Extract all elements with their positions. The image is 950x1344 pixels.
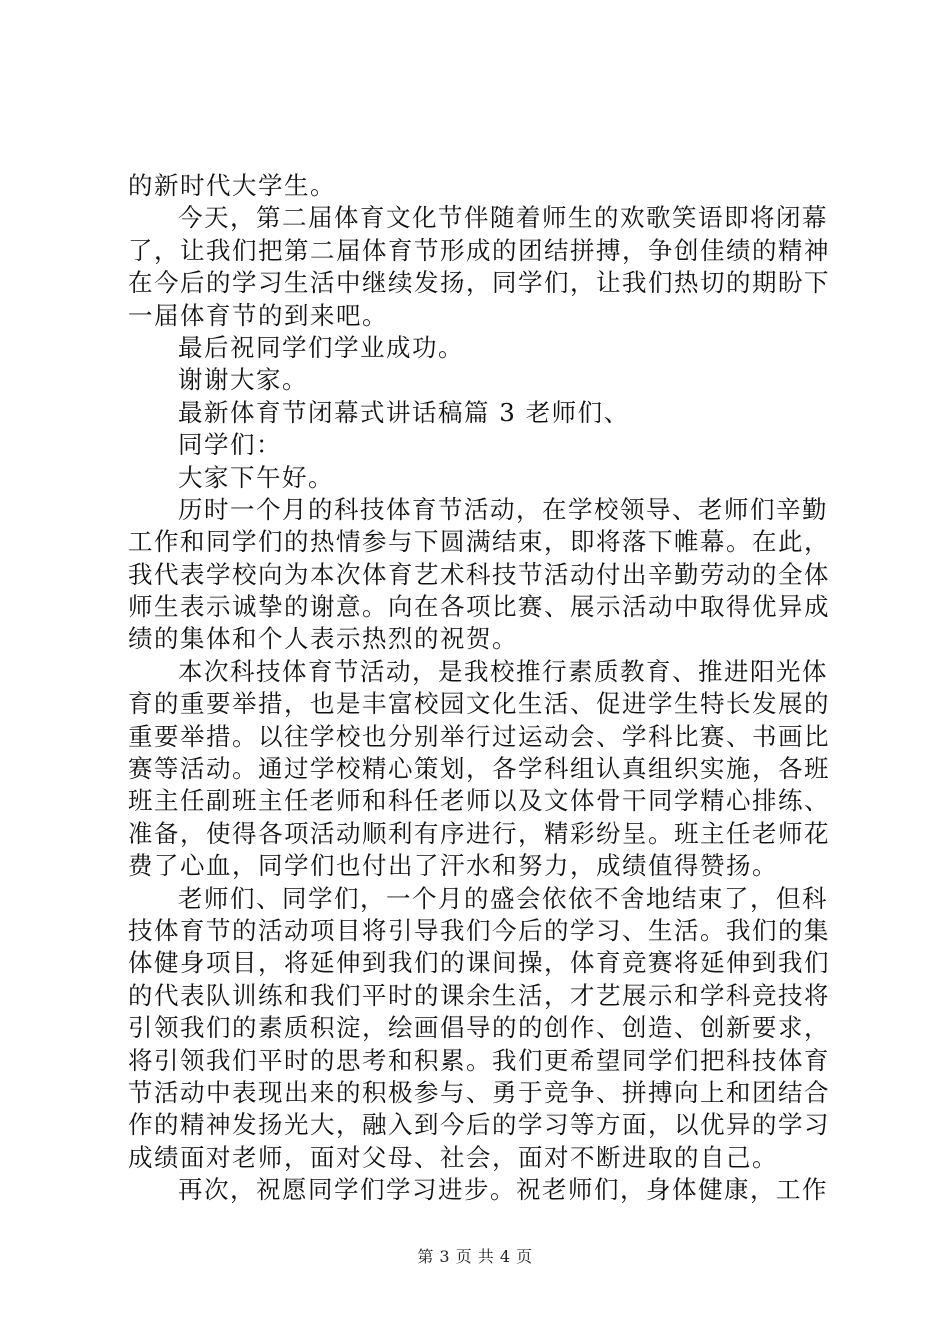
text-line: 成绩面对老师，面对父母、社会，面对不断进取的自己。 [128, 1142, 778, 1172]
text-line: 本次科技体育节活动，是我校推行素质教育、推进阳光体 [178, 656, 828, 686]
text-line: 我代表学校向为本次体育艺术科技节活动付出辛勤劳动的全体 [128, 559, 830, 589]
text-line: 的代表队训练和我们平时的课余生活，才艺展示和学科竞技将 [128, 980, 830, 1010]
text-line: 同学们： [178, 430, 282, 460]
text-line: 体健身项目，将延伸到我们的课间操，体育竞赛将延伸到我们 [128, 948, 830, 978]
body-text [128, 170, 828, 1207]
text-line: 准备，使得各项活动顺利有序进行，精彩纷呈。班主任老师花 [128, 818, 830, 848]
text-line: 老师们、同学们，一个月的盛会依依不舍地结束了，但科 [178, 883, 828, 913]
page-number-footer: 第 3 页 共 4 页 [417, 1247, 533, 1266]
text-line: 大家下午好。 [178, 462, 334, 492]
text-line: 节活动中表现出来的积极参与、勇于竞争、拼搏向上和团结合 [128, 1077, 830, 1107]
text-line: 一届体育节的到来吧。 [128, 300, 388, 330]
text-line: 育的重要举措，也是丰富校园文化生活、促进学生特长发展的 [128, 689, 830, 719]
text-line: 班主任副班主任老师和科任老师以及文体骨干同学精心排练、 [128, 786, 830, 816]
text-line: 引领我们的素质积淀，绘画倡导的的创作、创造、创新要求， [128, 1013, 830, 1043]
text-line: 将引领我们平时的思考和积累。我们更希望同学们把科技体育 [128, 1045, 830, 1075]
text-line: 师生表示诚挚的谢意。向在各项比赛、展示活动中取得优异成 [128, 592, 830, 622]
text-line: 最后祝同学们学业成功。 [178, 332, 464, 362]
text-line: 历时一个月的科技体育节活动，在学校领导、老师们辛勤 [178, 494, 828, 524]
text-line: 赛等活动。通过学校精心策划，各学科组认真组织实施，各班 [128, 754, 830, 784]
text-line: 工作和同学们的热情参与下圆满结束，即将落下帷幕。在此， [128, 527, 830, 557]
text-line: 重要举措。以往学校也分别举行过运动会、学科比赛、书画比 [128, 721, 830, 751]
text-line: 再次，祝愿同学们学习进步。祝老师们，身体健康，工作 [178, 1175, 828, 1205]
text-line: 技体育节的活动项目将引导我们今后的学习、生活。我们的集 [128, 915, 830, 945]
text-line: 了，让我们把第二届体育节形成的团结拼搏，争创佳绩的精神 [128, 235, 830, 265]
text-line: 作的精神发扬光大，融入到今后的学习等方面，以优异的学习 [128, 1110, 830, 1140]
text-line: 的新时代大学生。 [128, 171, 336, 200]
text-line: 在今后的学习生活中继续发扬，同学们，让我们热切的期盼下 [128, 268, 830, 298]
text-line: 绩的集体和个人表示热烈的祝贺。 [128, 624, 518, 654]
text-line: 谢谢大家。 [178, 365, 308, 395]
text-line: 最新体育节闭幕式讲话稿篇 3 老师们、 [178, 397, 630, 427]
text-line: 费了心血，同学们也付出了汗水和努力，成绩值得赞扬。 [128, 851, 778, 881]
text-line: 今天，第二届体育文化节伴随着师生的欢歌笑语即将闭幕 [178, 203, 828, 233]
